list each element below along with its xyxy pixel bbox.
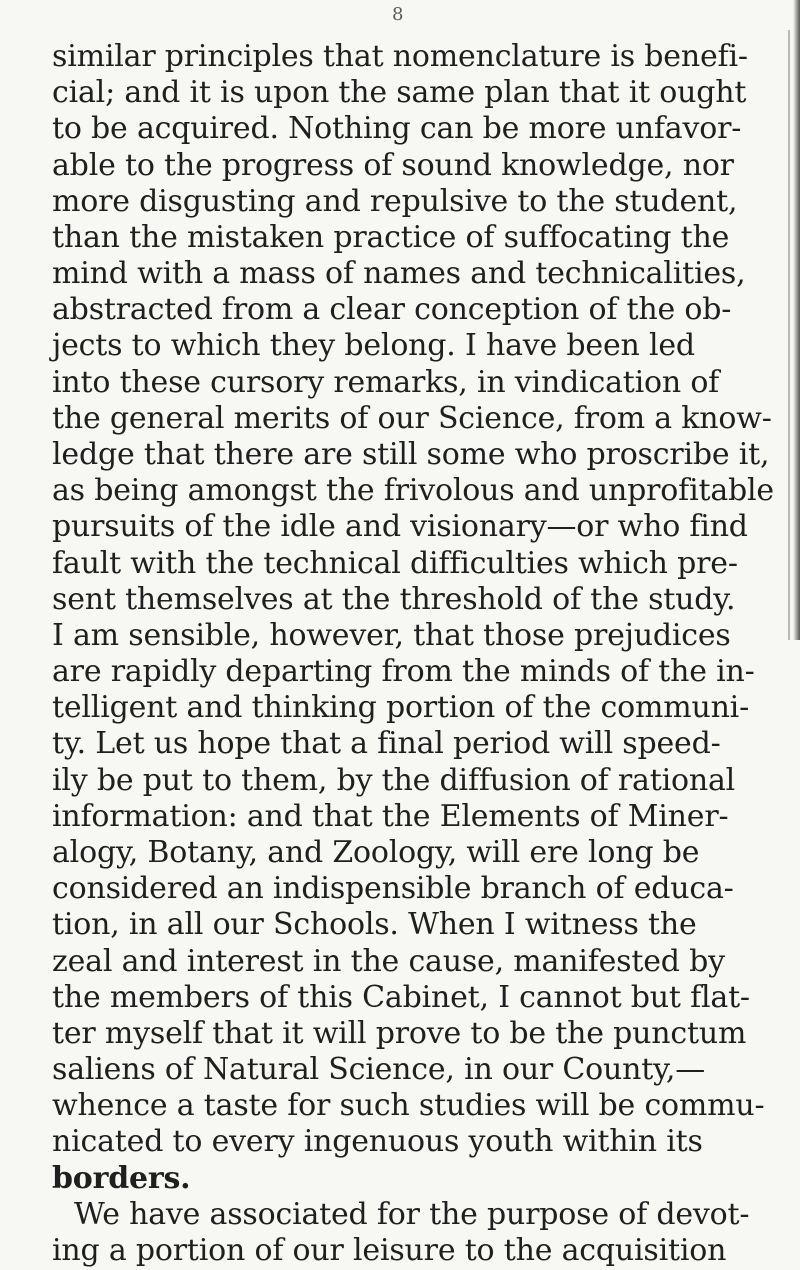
text-line: similar principles that nomenclature is benefi- [52, 39, 748, 74]
text-line: considered an indispensible branch of educa- [52, 871, 734, 907]
text-line: to be acquired. Nothing can be more unfavor- [52, 111, 742, 147]
text-line: whence a taste for such studies will be commu- [52, 1088, 765, 1124]
text-line: borders. [52, 1160, 191, 1196]
text-line: saliens of Natural Science, in our County,— [52, 1052, 706, 1088]
text-line: more disgusting and repulsive to the student, [52, 183, 738, 219]
binding-edge [788, 30, 790, 640]
text-line: abstracted from a clear conception of the ob- [52, 292, 732, 328]
text-line: We have associated for the purpose of devot- [74, 1196, 750, 1232]
text-line: jects to which they belong. I have been led [52, 328, 695, 364]
text-line: cial; and it is upon the same plan that it ought [52, 75, 747, 111]
text-line: tion, in all our Schools. When I witness the [52, 907, 697, 943]
text-line: ledge that there are still some who proscribe it, [52, 437, 770, 472]
text-line: into these cursory remarks, in vindication of [52, 364, 720, 400]
page-number: 8 [392, 4, 404, 25]
text-line: I am sensible, however, that those prejudices [52, 617, 731, 653]
text-line: able to the progress of sound knowledge, nor [52, 147, 734, 183]
text-line: the general merits of our Science, from a know- [52, 400, 772, 436]
page-edge-shadow [793, 0, 800, 640]
text-line: fault with the technical difficulties which pre- [52, 545, 738, 581]
text-line: mind with a mass of names and technicalities, [52, 256, 746, 292]
text-line: as being amongst the frivolous and unprofitable [52, 473, 774, 509]
text-line: zeal and interest in the cause, manifested by [52, 943, 725, 979]
text-line: ily be put to them, by the diffusion of rational [52, 762, 736, 798]
text-line: pursuits of the idle and visionary—or who find [52, 509, 748, 545]
text-line: than the mistaken practice of suffocating the [52, 219, 730, 255]
text-line: alogy, Botany, and Zoology, will ere long be [52, 835, 700, 870]
text-line: ter myself that it will prove to be the punctum [52, 1015, 747, 1051]
text-line: nicated to every ingenuous youth within its [52, 1124, 703, 1160]
text-line: ty. Let us hope that a final period will speed- [52, 726, 721, 762]
text-line: sent themselves at the threshold of the study. [52, 581, 736, 617]
text-line: ing a portion of our leisure to the acquisition [52, 1233, 727, 1268]
text-line: are rapidly departing from the minds of the in- [52, 654, 755, 690]
text-line: telligent and thinking portion of the communi- [52, 690, 750, 726]
text-line: the members of this Cabinet, I cannot but flat- [52, 979, 750, 1015]
text-line: information: and that the Elements of Miner- [52, 798, 729, 834]
